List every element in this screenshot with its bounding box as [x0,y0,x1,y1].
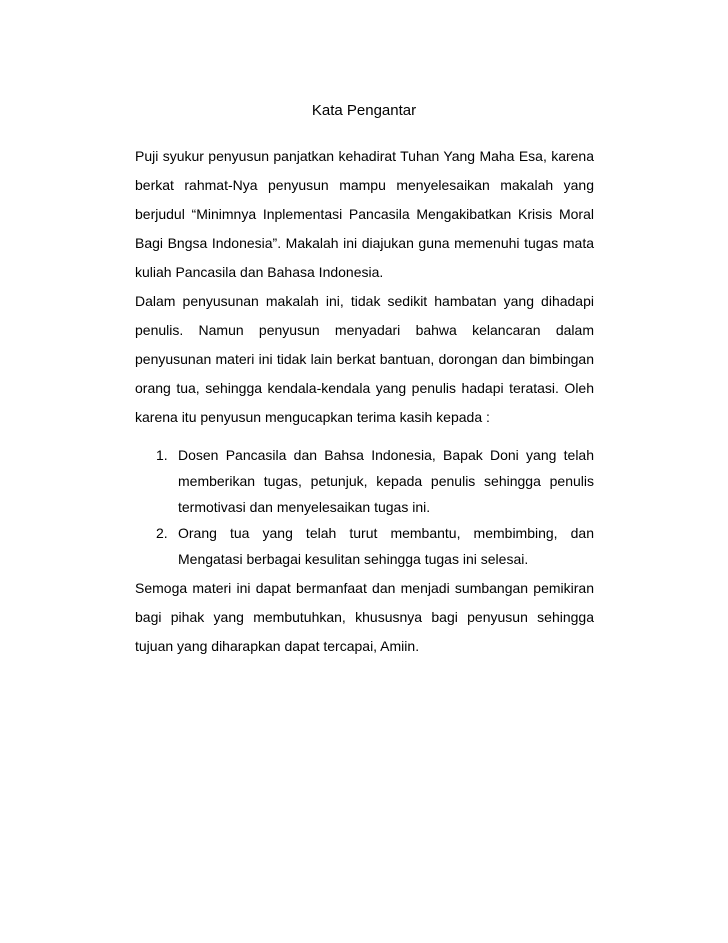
paragraph-closing: Semoga materi ini dapat bermanfaat dan menjadi sumbangan pemikiran bagi pihak yang membutuhkan, khususnya bagi penyusun sehingga tujuan yang diharapkan dapat tercapai, Amiin. [135,580,594,654]
document-body [135,142,594,661]
page-title: Kata Pengantar [311,102,417,119]
list-item [135,442,594,520]
list-item-text: Orang tua yang telah turut membantu, membimbing, dan Mengatasi berbagai kesulitan sehingga tugas ini selesai. [178,525,594,567]
list-item-number: 1. [156,447,168,463]
list-item-text: Dosen Pancasila dan Bahsa Indonesia, Bapak Doni yang telah memberikan tugas, petunjuk, kepada penulis sehingga penulis termotivasi dan menyelesaikan tugas ini. [178,447,594,515]
thanks-list [135,442,594,572]
paragraph-intro: Puji syukur penyusun panjatkan kehadirat Tuhan Yang Maha Esa, karena berkat rahmat-Nya penyusun mampu menyelesaikan makalah yang berjudul “Minimnya Inplementasi Pancasila Mengakibatkan Krisis Moral Bagi Bngsa Indonesia”. Makalah ini diajukan guna memenuhi tugas mata kuliah Pancasila dan Bahasa Indonesia. [135,148,594,280]
list-item [135,520,594,572]
paragraph-gratitude: Dalam penyusunan makalah ini, tidak sedikit hambatan yang dihadapi penulis. Namun penyusun menyadari bahwa kelancaran dalam penyusunan materi ini tidak lain berkat bantuan, dorongan dan bimbingan orang tua, sehingga kendala-kendala yang penulis hadapi teratasi. Oleh karena itu penyusun mengucapkan terima kasih kepada : [135,293,594,425]
list-item-number: 2. [156,525,168,541]
